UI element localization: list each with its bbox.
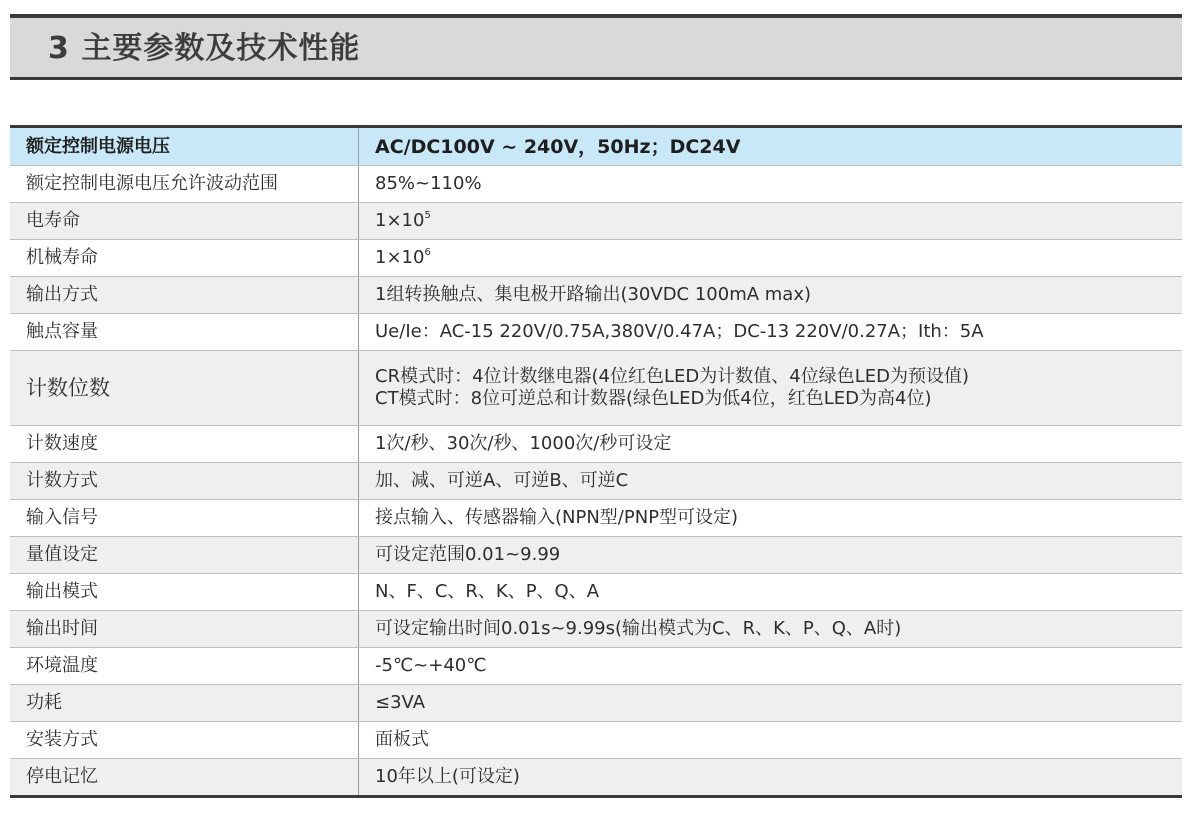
spec-label: 输出模式 — [10, 574, 359, 611]
table-row — [10, 759, 1182, 797]
spec-value: 可设定范围0.01~9.99 — [359, 537, 1183, 574]
value-line: CR模式时：4位计数继电器(4位红色LED为计数值、4位绿色LED为预设值) — [375, 366, 969, 387]
table-row — [10, 722, 1182, 759]
spec-label: 功耗 — [10, 685, 359, 722]
spec-label: 电寿命 — [10, 203, 359, 240]
spec-label: 计数速度 — [10, 426, 359, 463]
spec-label: 输入信号 — [10, 500, 359, 537]
value-base: 1×10 — [375, 210, 425, 231]
table-row — [10, 166, 1182, 203]
spec-label: 额定控制电源电压允许波动范围 — [10, 166, 359, 203]
table-row — [10, 463, 1182, 500]
spec-label: 机械寿命 — [10, 240, 359, 277]
table-row — [10, 537, 1182, 574]
spec-value — [359, 351, 1183, 426]
section-title: 3 主要参数及技术性能 — [48, 31, 361, 66]
table-row — [10, 648, 1182, 685]
spec-value: 1组转换触点、集电极开路输出(30VDC 100mA max) — [359, 277, 1183, 314]
spec-value: AC/DC100V ~ 240V，50Hz；DC24V — [359, 127, 1183, 166]
spec-value: 1次/秒、30次/秒、1000次/秒可设定 — [359, 426, 1183, 463]
table-row — [10, 314, 1182, 351]
table-row — [10, 277, 1182, 314]
spec-label: 额定控制电源电压 — [10, 127, 359, 166]
spec-label: 量值设定 — [10, 537, 359, 574]
table-row — [10, 574, 1182, 611]
spec-value — [359, 203, 1183, 240]
table-row — [10, 611, 1182, 648]
spec-label: 计数位数 — [10, 351, 359, 426]
table-row — [10, 685, 1182, 722]
table-row — [10, 240, 1182, 277]
section-header — [10, 14, 1182, 80]
spec-label: 触点容量 — [10, 314, 359, 351]
spec-value: 10年以上(可设定) — [359, 759, 1183, 797]
table-row — [10, 426, 1182, 463]
spec-value: ≤3VA — [359, 685, 1183, 722]
spec-label: 停电记忆 — [10, 759, 359, 797]
spec-value: 可设定输出时间0.01s~9.99s(输出模式为C、R、K、P、Q、A时) — [359, 611, 1183, 648]
spec-value: -5℃~+40℃ — [359, 648, 1183, 685]
value-exponent: 6 — [424, 247, 431, 258]
spec-value: 85%~110% — [359, 166, 1183, 203]
spec-value: N、F、C、R、K、P、Q、A — [359, 574, 1183, 611]
spec-table — [10, 125, 1182, 798]
table-header-row — [10, 127, 1182, 166]
value-base: 1×10 — [375, 247, 425, 268]
spec-value: Ue/Ie：AC-15 220V/0.75A,380V/0.47A；DC-13 220V/0.27A；Ith：5A — [359, 314, 1183, 351]
spec-value: 接点输入、传感器输入(NPN型/PNP型可设定) — [359, 500, 1183, 537]
spec-label: 计数方式 — [10, 463, 359, 500]
spec-label: 环境温度 — [10, 648, 359, 685]
spec-label: 输出时间 — [10, 611, 359, 648]
spec-label: 输出方式 — [10, 277, 359, 314]
spec-value: 面板式 — [359, 722, 1183, 759]
spec-value — [359, 240, 1183, 277]
table-row — [10, 351, 1182, 426]
value-line: CT模式时：8位可逆总和计数器(绿色LED为低4位，红色LED为高4位) — [375, 388, 932, 409]
value-exponent: 5 — [424, 210, 431, 221]
spec-value: 加、减、可逆A、可逆B、可逆C — [359, 463, 1183, 500]
table-row — [10, 203, 1182, 240]
spec-label: 安装方式 — [10, 722, 359, 759]
table-row — [10, 500, 1182, 537]
